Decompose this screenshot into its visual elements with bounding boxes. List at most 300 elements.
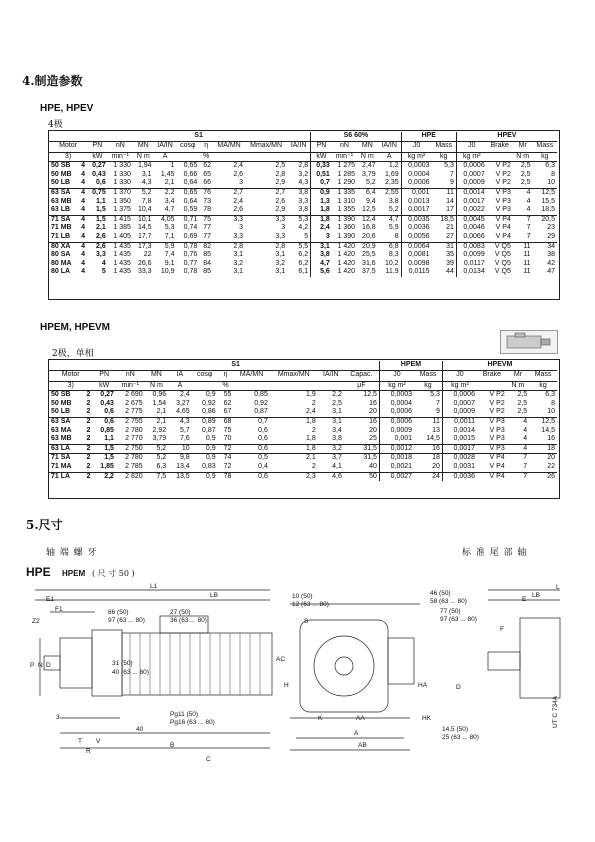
table-cell: 3,3	[95, 251, 106, 259]
table-cell: 0,27	[100, 391, 114, 399]
col-header: PN	[99, 371, 110, 379]
table-cell: 4	[523, 426, 528, 434]
table-cell: 1,3	[311, 198, 332, 207]
table-row	[49, 435, 557, 444]
table-cell: 2,5	[275, 162, 286, 170]
table-cell: 0,0011	[442, 417, 477, 426]
table-cell: 4	[78, 242, 87, 251]
table-cell: V P2	[489, 408, 505, 416]
table-cell: V P4	[477, 472, 507, 481]
table-cell: 2	[311, 399, 316, 407]
table-cell: 1,1	[95, 197, 106, 205]
table-cell: 0,0046	[456, 224, 486, 233]
table-cell: V P3	[495, 197, 511, 205]
col-header: cosφ	[196, 371, 213, 379]
table-cell: 2,3	[270, 472, 318, 481]
table-cell: 0,0035	[401, 215, 431, 224]
col-header: Mmax/MN	[250, 142, 283, 150]
table-cell: 7	[507, 454, 529, 463]
table-cell: V P3	[489, 426, 505, 434]
series-title: HPE, HPEV	[40, 103, 94, 114]
front-view	[290, 604, 420, 750]
table-cell: 0,6	[233, 472, 269, 481]
table-cell: 31,6	[362, 259, 376, 267]
motor-thumbnail	[500, 330, 558, 354]
table-cell: 20	[529, 454, 557, 463]
table-cell: 0,0066	[456, 233, 486, 242]
col-header: Capac.	[350, 371, 373, 379]
table-cell: 22	[547, 462, 555, 470]
table-cell: 7,6	[179, 435, 190, 443]
table-cell: 0,6	[258, 435, 268, 443]
table-cell: 1 435	[113, 259, 131, 267]
table-cell: 4	[81, 179, 86, 187]
table-cell: 6,2	[298, 259, 309, 267]
table-cell: 2,8	[275, 170, 286, 178]
table-cell: 0,0022	[456, 206, 486, 215]
table-cell: 1,8	[311, 206, 332, 215]
table-cell: 85	[203, 268, 212, 276]
unit-cell: kg	[533, 152, 557, 162]
table-cell: 0,0018	[379, 454, 414, 463]
unit-cell: kW	[92, 381, 116, 391]
table-cell: 20,9	[357, 242, 378, 251]
table-cell: 80 XA	[49, 242, 78, 251]
table-cell: 0,74	[183, 224, 198, 232]
table-cell: 50 SB	[51, 162, 71, 170]
table-cell: V P4	[489, 462, 505, 470]
table-cell: 3,4	[332, 426, 342, 434]
table-cell: 1,69	[385, 170, 399, 178]
table-cell: 10,2	[385, 259, 399, 267]
col-header: MA/MN	[217, 142, 241, 150]
col-header: Mass	[435, 142, 453, 150]
table-cell: 0,78	[176, 242, 199, 251]
drawing-model-note: ( 尺 寸 50 )	[92, 569, 135, 578]
table-cell: 2,5	[520, 179, 531, 187]
table-cell: 6,3	[156, 462, 167, 470]
col-header: PN	[311, 141, 332, 152]
table-cell: 8,3	[388, 251, 399, 259]
table-cell: 2	[86, 391, 91, 399]
dimension-label: K	[318, 715, 323, 722]
table-row	[49, 188, 557, 197]
table-cell: 0,0064	[401, 242, 431, 251]
dimension-label: 86 (50)	[108, 609, 129, 616]
table-cell: 8	[551, 399, 555, 407]
table-row	[49, 251, 557, 260]
table-cell: 15,5	[541, 197, 555, 205]
table-cell: 2	[311, 426, 316, 434]
table-cell: 1,5	[92, 444, 116, 454]
table-cell: 34	[533, 242, 557, 251]
table-cell: 2 780	[116, 454, 145, 463]
table-cell: 70	[223, 435, 232, 443]
table-cell: 2,2	[332, 391, 342, 399]
pole-count: 4极	[48, 120, 63, 130]
table-cell: 11	[523, 251, 531, 259]
table-cell: 40	[369, 462, 377, 470]
dimension-label: 40 (63 ... 80)	[112, 669, 149, 676]
table-cell: 6,3	[545, 162, 555, 170]
table-cell: 0,0006	[379, 408, 414, 417]
table-cell: 76	[199, 188, 213, 197]
table-cell: 4	[81, 251, 86, 259]
table-cell: V P3	[477, 444, 507, 454]
table-cell: 0,0036	[442, 472, 477, 481]
table-cell: 0,65	[176, 188, 199, 197]
col-header: MN	[150, 371, 162, 379]
table-cell: 16	[369, 399, 377, 407]
table-cell: 11	[513, 242, 533, 251]
table-cell: 5,2	[388, 206, 399, 214]
table-cell: 1,9	[306, 391, 316, 399]
table-cell: 1 275	[337, 162, 356, 170]
table-cell: 2,5	[517, 399, 528, 407]
motor-body	[122, 633, 272, 695]
table-cell: 0,0003	[401, 162, 431, 171]
dimension-label: AC	[276, 656, 286, 663]
table-cell: 2,47	[362, 162, 376, 170]
col-header: MN	[361, 142, 373, 150]
table-cell: 0,66	[183, 170, 198, 178]
table-cell: 3,1	[275, 251, 286, 259]
table-row	[49, 215, 557, 224]
table-cell: 3,1	[332, 408, 342, 416]
table-cell: 24	[414, 472, 442, 481]
table-cell: 0,0031	[442, 463, 477, 472]
table-cell: 0,43	[92, 170, 106, 178]
dimension-label: H	[284, 682, 289, 689]
table-cell: 5	[101, 268, 106, 276]
table-cell: 3,1	[141, 170, 152, 178]
col-header: Mmax/MN	[277, 371, 310, 379]
table-cell: 74	[218, 454, 234, 463]
table-cell: 50	[344, 472, 380, 481]
table-cell: 1 405	[113, 232, 131, 240]
table-cell: 1,5	[87, 215, 108, 224]
table-cell: 3,1	[318, 417, 344, 426]
table-cell: 2,4	[311, 224, 332, 233]
table-cell: 0,0003	[379, 391, 414, 400]
table-cell: 1,5	[95, 206, 106, 214]
table-cell: 0,0015	[442, 435, 477, 444]
table-cell: 35	[446, 251, 454, 259]
table-cell: 5,2	[133, 188, 154, 197]
table-cell: 1 420	[337, 251, 356, 259]
dimension-label: V	[96, 738, 101, 745]
table-cell: 22	[143, 251, 152, 259]
table-cell: 21	[446, 224, 454, 232]
unit-cell: N m	[145, 381, 169, 391]
table-cell: 5,2	[365, 179, 376, 187]
table-cell: 7	[526, 232, 531, 240]
table-cell: 2,1	[145, 417, 169, 426]
dimension-label: Pg11 (50)	[170, 711, 199, 718]
table-cell: 63 MA	[51, 426, 72, 434]
table-cell: 3,2	[275, 259, 286, 267]
dimension-label: 12 (63 ... 80)	[292, 601, 329, 608]
table-cell: 12,5	[362, 206, 376, 214]
table-cell: 85	[203, 251, 212, 259]
table-cell: 0,9	[311, 188, 332, 197]
table-cell: 4	[81, 197, 86, 205]
table-row	[49, 408, 557, 417]
table-row	[49, 198, 557, 207]
table-cell: 0,33	[311, 162, 332, 171]
unit-cell	[233, 381, 269, 391]
table-cell: 68	[218, 417, 234, 426]
table-cell: 2,9	[275, 179, 286, 187]
table-cell: 2,7	[213, 188, 245, 197]
table-cell: 0,64	[183, 179, 198, 187]
table-cell: 14	[446, 197, 454, 205]
table-cell: 2 755	[116, 417, 145, 426]
table-cell: 80 LA	[51, 268, 71, 276]
table-cell: 1,5	[92, 454, 116, 463]
table-cell: 2 780	[125, 426, 143, 434]
dimension-label: HA	[418, 682, 428, 689]
dimension-label: N	[38, 662, 43, 669]
unit-cell	[287, 152, 310, 162]
col-header: nN	[115, 142, 125, 150]
series-title-hpem: HPEM, HPEVM	[40, 322, 111, 333]
unit-cell: kg	[529, 381, 557, 391]
table-cell: 5,6	[311, 268, 332, 277]
table-cell: 4	[81, 268, 86, 276]
table-cell: 1 360	[337, 224, 356, 232]
table-cell: 2 785	[125, 462, 143, 470]
table-cell: 50 SB	[51, 391, 71, 399]
table-cell: 0,0056	[401, 233, 431, 242]
table-cell: 2,35	[385, 179, 399, 187]
table-row	[49, 417, 557, 426]
table-cell: 1,54	[152, 399, 167, 407]
table-cell: 5,5	[287, 242, 310, 251]
dimension-label: C	[206, 756, 211, 763]
table-cell: 4,05	[154, 215, 177, 224]
cooling-fins	[130, 633, 260, 695]
unit-cell: kW	[311, 152, 332, 162]
col-header: Mass	[534, 371, 552, 379]
dimension-label: E1	[46, 596, 54, 603]
table-cell: 1,8	[270, 417, 318, 426]
table-cell: 50 MB	[51, 399, 72, 407]
table-cell: 0,0014	[456, 188, 486, 197]
col-header: IA	[176, 371, 184, 379]
table-cell: 4	[81, 224, 86, 232]
dimension-label: L1	[150, 583, 158, 590]
table-cell: 1,45	[160, 170, 175, 178]
col-header: Brake	[482, 371, 501, 379]
table-cell: 47	[547, 268, 555, 276]
table-cell: 0,0014	[442, 427, 477, 436]
table-cell: 1 285	[337, 170, 356, 178]
table-cell: 17,3	[133, 242, 154, 251]
table-cell: 25	[369, 435, 377, 443]
table-cell: 75	[223, 426, 232, 434]
table-cell: 2,1	[95, 224, 106, 232]
pole-count-hpem: 2极，单相	[52, 349, 94, 359]
table-cell: 4	[81, 170, 86, 178]
unit-cell	[176, 152, 199, 162]
table-cell: 2,6	[275, 197, 286, 205]
table-cell: 3,3	[233, 232, 244, 240]
table-cell: 16	[344, 417, 380, 426]
table-cell: 77	[203, 232, 212, 240]
dimension-label: 46 (50)	[430, 590, 451, 597]
table-cell: 7	[507, 472, 529, 481]
table-cell: 25,5	[362, 251, 376, 259]
table-row	[49, 463, 557, 472]
col-header: Mr	[518, 142, 527, 150]
table-cell: 4	[507, 417, 529, 426]
table-cell: 6,2	[298, 251, 309, 259]
table-row	[49, 224, 557, 233]
table-cell: 3,1	[233, 251, 244, 259]
table-row	[49, 400, 557, 409]
table-cell: 0,0017	[442, 444, 477, 454]
table-cell: 0,0028	[442, 454, 477, 463]
col-header: IA/IN	[381, 142, 397, 150]
table-cell: 11	[414, 417, 442, 426]
col-header: IA/IN	[157, 142, 173, 150]
table-cell: 3	[239, 224, 244, 232]
table-cell: 7,4	[164, 251, 175, 259]
unit-cell: kg m²	[401, 152, 431, 162]
table-cell: 4	[526, 206, 531, 214]
spec-table-2pole	[49, 361, 557, 481]
table-cell: 0,5	[233, 454, 269, 463]
dimension-label: 97 (63 ... 80)	[108, 617, 145, 624]
caption-shaft-thread: 轴 端 螺 牙	[46, 548, 98, 558]
table-cell: V Q5	[494, 251, 511, 259]
table-cell: 50 LB	[51, 408, 71, 416]
unit-cell: kg m²	[442, 381, 477, 391]
table-cell: 1,8	[270, 444, 318, 454]
table-cell: 5,3	[430, 391, 440, 399]
spec-table-4pole	[49, 132, 557, 277]
table-cell: 6,3	[545, 391, 555, 399]
dimension-label: T	[78, 738, 82, 745]
table-cell: 42	[547, 259, 555, 267]
col-header: IA/IN	[290, 142, 307, 150]
table-cell: 0,001	[379, 435, 414, 444]
table-cell: 2,5	[520, 162, 531, 170]
table-cell: 1,2	[388, 162, 399, 170]
table-cell: 2,1	[164, 179, 175, 187]
table-cell: 9,1	[164, 259, 175, 267]
table-row	[49, 444, 557, 454]
unit-cell: kW	[87, 152, 108, 162]
group-s6: S6 60%	[311, 132, 402, 141]
table-cell: 66	[203, 179, 212, 187]
unit-cell: A	[168, 381, 192, 391]
table-cell: 2 820	[116, 472, 145, 481]
table-cell: 2,5	[332, 399, 342, 407]
unit-cell: %	[218, 381, 234, 391]
table-cell: 2,1	[270, 454, 318, 463]
dimension-label: UT C 734A	[552, 695, 559, 728]
table-cell: 31,5	[344, 454, 380, 463]
table-cell: 50 MB	[51, 170, 72, 178]
unit-cell: %	[199, 152, 213, 162]
table-cell: 3,79	[152, 435, 167, 443]
rear-housing	[520, 618, 560, 698]
dimension-label: F	[500, 626, 504, 633]
table-cell: 5,2	[145, 454, 169, 463]
table-cell: 13,5	[168, 472, 192, 481]
unit-cell	[487, 152, 513, 162]
table-cell: 5	[304, 232, 309, 240]
dimension-label: P	[30, 662, 35, 669]
table-cell: 3,4	[164, 197, 175, 205]
table-cell: 0,6	[233, 444, 269, 454]
table-cell: 2,8	[213, 242, 245, 251]
col-header: IA/IN	[323, 371, 339, 379]
dimension-label: LB	[210, 592, 218, 599]
table-cell: 0,0012	[379, 444, 414, 454]
table-cell: 0,87	[202, 426, 216, 434]
unit-cell: N m	[513, 152, 533, 162]
col-header: MA/MN	[239, 371, 264, 379]
table-cell: 4,7	[378, 215, 401, 224]
table-cell: 0,0004	[401, 171, 431, 180]
table-cell: 20,5	[533, 215, 557, 224]
dimension-label: D	[456, 684, 461, 691]
table-cell: 0,0006	[401, 179, 431, 188]
table-cell: 27	[446, 232, 454, 240]
table-cell: 62	[223, 399, 232, 407]
table-cell: 1,8	[306, 435, 316, 443]
table-cell: 7	[526, 224, 531, 232]
front-terminal-box	[388, 638, 414, 684]
table-cell: 7,1	[164, 232, 175, 240]
table-cell: 7,5	[145, 472, 169, 481]
table-cell: 6,4	[357, 188, 378, 197]
table-cell: 9	[449, 179, 454, 187]
table-cell: 4,7	[311, 260, 332, 269]
table-cell: 11,9	[385, 268, 399, 276]
table-cell: 72	[223, 462, 232, 470]
table-cell: 0,6	[258, 426, 268, 434]
table-cell: 10	[547, 408, 555, 416]
table-cell: 7	[435, 399, 440, 407]
drawing-model-sub: HPEM	[62, 569, 86, 578]
table-cell: V P2	[495, 170, 511, 178]
table-cell: 0,51	[311, 171, 332, 180]
motor-thumbnail-graphic	[501, 331, 557, 353]
table-cell: 71 MA	[51, 462, 72, 470]
table-cell: 0,9	[205, 435, 216, 443]
table-cell: 72	[218, 444, 234, 454]
table-cell: 4,6	[318, 472, 344, 481]
table-cell: 31,5	[344, 444, 380, 454]
table-cell: 3,8	[287, 188, 310, 197]
table-cell: 3,1	[233, 268, 244, 276]
unit-cell: μF	[344, 381, 380, 391]
table-cell: 13	[432, 426, 440, 434]
table-cell: 4,3	[298, 179, 309, 187]
table-cell: 44	[446, 268, 454, 276]
table-cell: 0,9	[192, 472, 218, 481]
table-row	[49, 454, 557, 463]
table-cell: 18,5	[432, 215, 457, 224]
table-cell: 2,5	[517, 408, 528, 416]
table-row	[49, 268, 557, 277]
table-cell: 17,7	[137, 232, 152, 240]
table-cell: 0,0134	[456, 268, 486, 277]
